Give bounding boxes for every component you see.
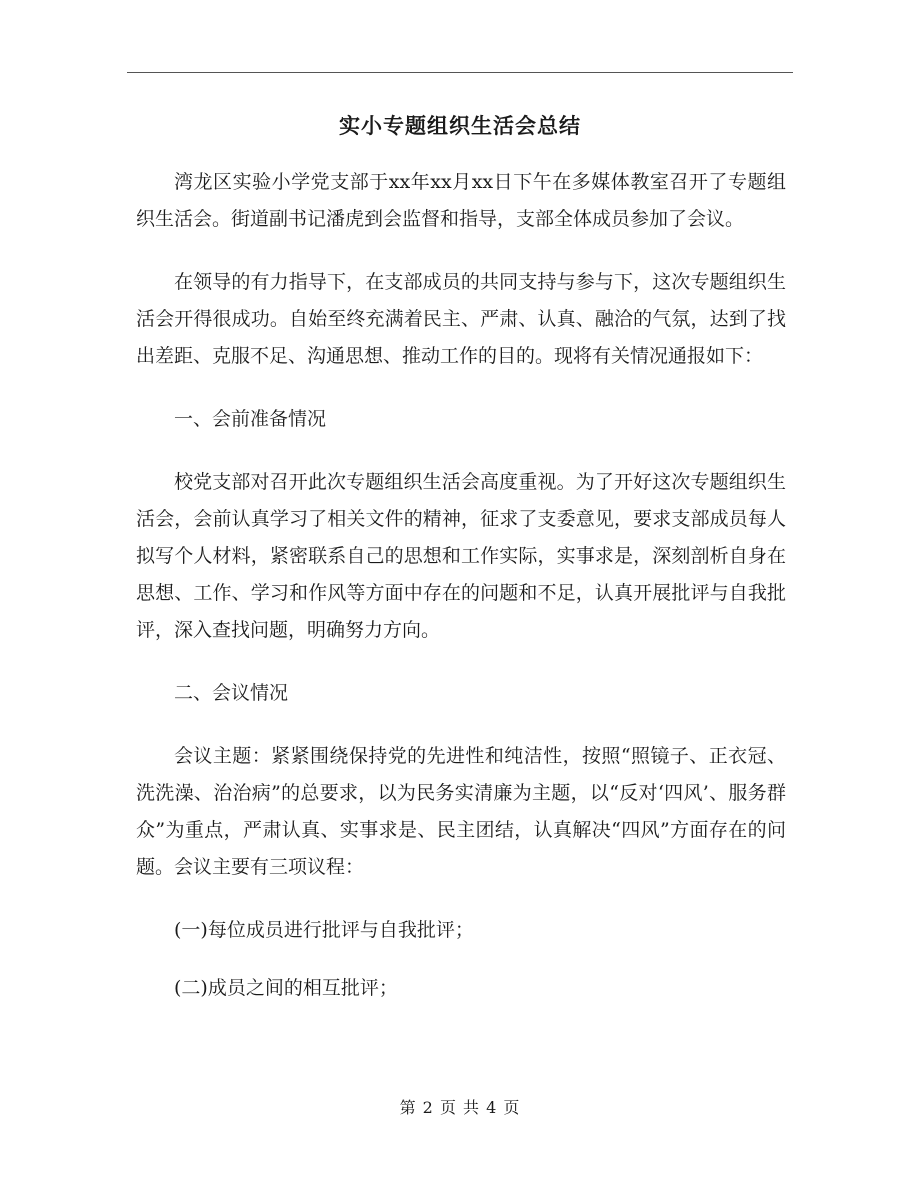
header-rule [127,72,793,73]
agenda-item-1: (一)每位成员进行批评与自我批评； [174,919,474,941]
page-number: 第 2 页 共 4 页 [399,1098,521,1117]
paragraph-meeting-theme: 会议主题：紧紧围绕保持党的先进性和纯洁性，按照“照镜子、正衣冠、洗洗澡、治治病”的总要求，以为民务实清廉为主题，以“反对‘四风’、服务群众”为重点，严肃认真、实事求是、民主团结，认真解决“四风”方面存在的问题。会议主要有三项议程： [136,745,786,878]
paragraph-summary: 在领导的有力指导下，在支部成员的共同支持与参与下，这次专题组织生活会开得很成功。自始至终充满着民主、严肃、认真、融洽的气氛，达到了找出差距、克服不足、沟通思想、推动工作的目的。现将有关情况通报如下： [136,271,786,367]
document-title: 实小专题组织生活会总结 [339,113,581,138]
agenda-item-2: (二)成员之间的相互批评； [174,977,398,999]
section-heading-preparation: 一、会前准备情况 [174,408,327,430]
section-heading-meeting: 二、会议情况 [174,682,289,704]
paragraph-preparation: 校党支部对召开此次专题组织生活会高度重视。为了开好这次专题组织生活会，会前认真学习了相关文件的精神，征求了支委意见，要求支部成员每人拟写个人材料，紧密联系自己的思想和工作实际，实事求是，深刻剖析自身在思想、工作、学习和作风等方面中存在的问题和不足，认真开展批评与自我批评，深入查找问题，明确努力方向。 [136,471,786,641]
document-body [136,164,786,1028]
paragraph-intro: 湾龙区实验小学党支部于xx年xx月xx日下午在多媒体教室召开了专题组织生活会。街道副书记潘虎到会监督和指导，支部全体成员参加了会议。 [136,171,786,230]
